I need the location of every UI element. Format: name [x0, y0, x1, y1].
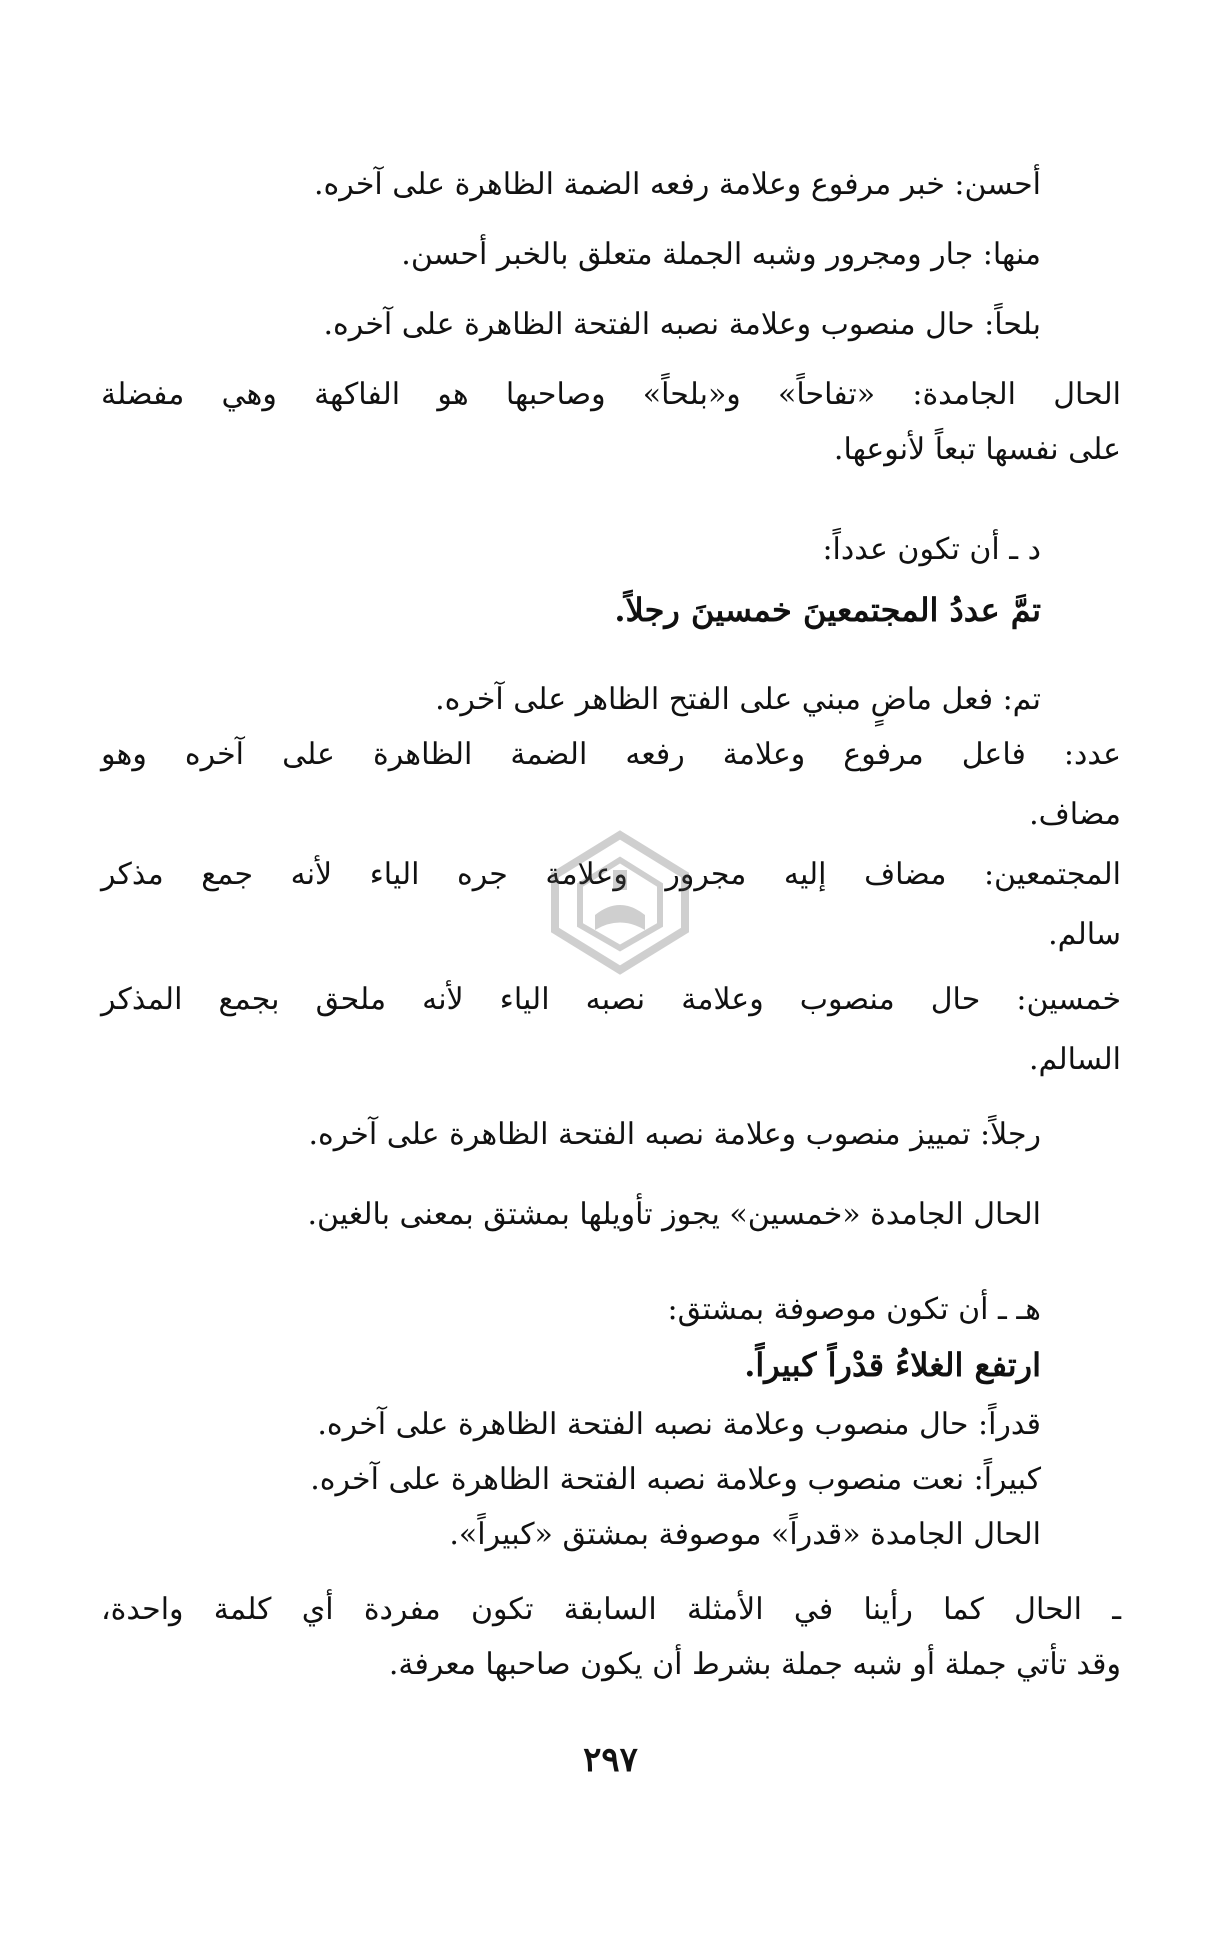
- text-line: عدد: فاعل مرفوع وعلامة رفعه الضمة الظاهرة على آخره وهو: [101, 737, 1121, 772]
- text-line: خمسين: حال منصوب وعلامة نصبه الياء لأنه ملحق بجمع المذكر: [101, 982, 1121, 1017]
- text-line: ارتفع الغلاءُ قدْراً كبيراً.: [744, 1346, 1041, 1384]
- text-line: مضاف.: [1029, 797, 1121, 832]
- text-line: كبيراً: نعت منصوب وعلامة نصبه الفتحة الظاهرة على آخره.: [310, 1462, 1041, 1497]
- text-line: تمَّ عددُ المجتمعينَ خمسينَ رجلاً.: [614, 591, 1041, 629]
- text-line: منها: جار ومجرور وشبه الجملة متعلق بالخبر أحسن.: [401, 237, 1041, 272]
- text-line: د ـ أن تكون عدداً:: [822, 532, 1041, 567]
- text-line: أحسن: خبر مرفوع وعلامة رفعه الضمة الظاهرة على آخره.: [314, 167, 1041, 202]
- text-line: الحال الجامدة «قدراً» موصوفة بمشتق «كبيراً».: [449, 1517, 1041, 1552]
- page-number: ٢٩٧: [583, 1740, 638, 1780]
- watermark-logo: [535, 830, 705, 980]
- text-line: الحال الجامدة «خمسين» يجوز تأويلها بمشتق بمعنى بالغين.: [307, 1197, 1041, 1232]
- text-line: وقد تأتي جملة أو شبه جملة بشرط أن يكون صاحبها معرفة.: [388, 1647, 1121, 1682]
- text-line: سالم.: [1048, 917, 1121, 952]
- text-line: على نفسها تبعاً لأنوعها.: [833, 432, 1121, 467]
- text-line: بلحاً: حال منصوب وعلامة نصبه الفتحة الظاهرة على آخره.: [323, 307, 1041, 342]
- text-line: تم: فعل ماضٍ مبني على الفتح الظاهر على آخره.: [435, 682, 1041, 717]
- text-line: رجلاً: تمييز منصوب وعلامة نصبه الفتحة الظاهرة على آخره.: [308, 1117, 1041, 1152]
- text-line: الحال الجامدة: «تفاحاً» و«بلحاً» وصاحبها هو الفاكهة وهي مفضلة: [101, 377, 1121, 412]
- text-line: قدراً: حال منصوب وعلامة نصبه الفتحة الظاهرة على آخره.: [317, 1407, 1041, 1442]
- text-line: السالم.: [1028, 1042, 1121, 1077]
- text-line: المجتمعين: مضاف إليه مجرور وعلامة جره الياء لأنه جمع مذكر: [101, 857, 1121, 892]
- text-line: هـ ـ أن تكون موصوفة بمشتق:: [667, 1292, 1041, 1327]
- text-line: ـ الحال كما رأينا في الأمثلة السابقة تكون مفردة أي كلمة واحدة،: [101, 1592, 1121, 1627]
